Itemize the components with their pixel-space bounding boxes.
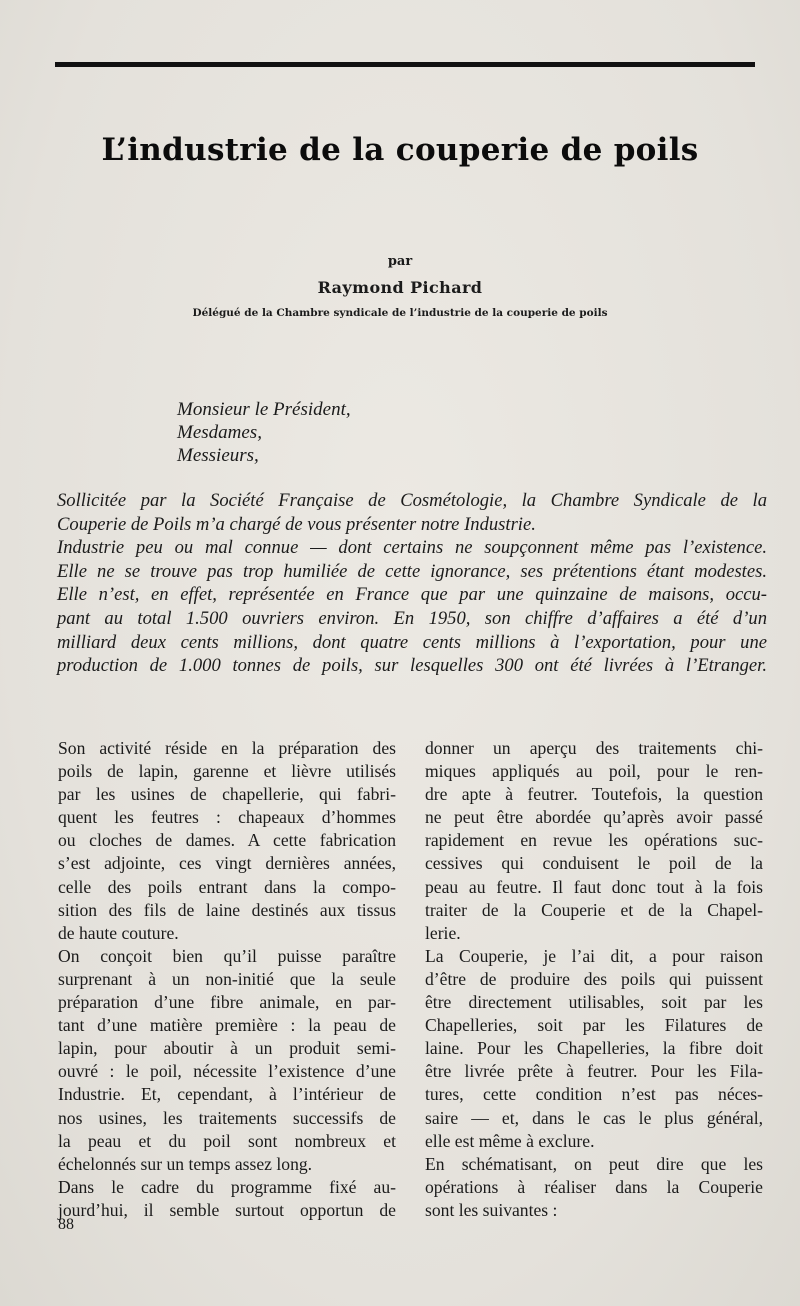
page-number: 88 — [58, 1216, 74, 1233]
intro-line: Elle ne se trouve pas trop humiliée de cette ignorance, ses prétentions étant modestes. — [57, 560, 767, 582]
column-line: jourd’hui, il semble surtout opportun de — [58, 1199, 396, 1220]
intro-line: Elle n’est, en effet, représentée en France que par une quinzaine de maisons, occu- — [57, 584, 767, 606]
column-line: cessives qui conduisent le poil de la — [425, 853, 763, 874]
column-line: On conçoit bien qu’il puisse paraître — [58, 945, 396, 966]
column-line: sont les suivantes : — [425, 1199, 558, 1220]
column-line: être livrée prête à feutrer. Pour les Fila- — [425, 1061, 763, 1082]
column-line: celle des poils entrant dans la compo- — [58, 876, 396, 897]
column-line: tures, cette condition n’est pas néces- — [425, 1084, 763, 1105]
salutation — [177, 398, 351, 467]
column-line: Industrie. Et, cependant, à l’intérieur de — [58, 1084, 396, 1105]
column-line: traiter de la Couperie et de la Chapel- — [425, 899, 763, 920]
salutation-line: Monsieur le Président, — [177, 399, 351, 420]
column-line: tant d’une matière première : la peau de — [58, 1015, 396, 1036]
column-line: Dans le cadre du programme fixé au- — [58, 1176, 396, 1197]
intro-line: milliard deux cents millions, dont quatre cents millions à l’exportation, pour une — [57, 631, 767, 653]
column-line: ne peut être abordée qu’après avoir passé — [425, 807, 763, 828]
intro-line: production de 1.000 tonnes de poils, sur lesquelles 300 ont été livrées à l’Etranger. — [57, 655, 767, 677]
column-line: être directement utilisables, soit par les — [425, 992, 763, 1013]
column-line: elle est même à exclure. — [425, 1130, 595, 1151]
column-line: La Couperie, je l’ai dit, a pour raison — [425, 945, 763, 966]
column-line: par les usines de chapellerie, qui fabri- — [58, 784, 396, 805]
column-line: nos usines, les traitements successifs de — [58, 1107, 396, 1128]
intro-paragraph — [57, 489, 767, 678]
column-line: laine. Pour les Chapelleries, la fibre doit — [425, 1038, 763, 1059]
column-line: surprenant à un non-initié que la seule — [58, 968, 396, 989]
column-line: sition des fils de laine destinés aux tissus — [58, 899, 396, 920]
byline-prefix: par — [387, 254, 413, 269]
column-line: En schématisant, on peut dire que les — [425, 1153, 763, 1174]
column-line: d’être de produire des poils qui puissent — [425, 968, 763, 989]
column-line: miques appliqués au poil, pour le ren- — [425, 761, 763, 782]
author-affiliation: Délégué de la Chambre syndicale de l’industrie de la couperie de poils — [192, 307, 608, 319]
column-line: peau au feutre. Il faut donc tout à la fois — [425, 876, 763, 897]
column-line: poils de lapin, garenne et lièvre utilisés — [58, 761, 396, 782]
column-line: Chapelleries, soit par les Filatures de — [425, 1015, 763, 1036]
salutation-line: Mesdames, — [177, 422, 262, 443]
intro-line: Couperie de Poils m’a chargé de vous présenter notre Industrie. — [57, 513, 536, 535]
top-rule — [55, 62, 755, 67]
left-column — [58, 737, 396, 1222]
column-line: donner un aperçu des traitements chi- — [425, 738, 763, 758]
intro-line: Sollicitée par la Société Française de Cosmétologie, la Chambre Syndicale de la — [57, 490, 767, 511]
right-column — [425, 737, 763, 1222]
column-line: préparation d’une fibre animale, en par- — [58, 992, 396, 1013]
column-line: lerie. — [425, 922, 461, 943]
column-line: lapin, pour aboutir à un produit semi- — [58, 1038, 396, 1059]
column-line: dre apte à feutrer. Toutefois, la question — [425, 784, 763, 805]
column-line: ou cloches de dames. A cette fabrication — [58, 830, 396, 851]
column-line: s’est adjointe, ces vingt dernières années, — [58, 853, 396, 874]
author-name: Raymond Pichard — [317, 278, 483, 297]
column-line: ouvré : le poil, nécessite l’existence d’une — [58, 1061, 396, 1082]
article-title: L’industrie de la couperie de poils — [101, 132, 699, 168]
salutation-line: Messieurs, — [177, 445, 259, 466]
column-line: quent les feutres : chapeaux d’hommes — [58, 807, 396, 828]
intro-line: pant au total 1.500 ouvriers environ. En 1950, son chiffre d’affaires a été d’un — [57, 607, 767, 629]
column-line: de haute couture. — [58, 922, 179, 943]
column-line: la peau et du poil sont nombreux et — [58, 1130, 396, 1151]
column-line: rapidement en revue les opérations suc- — [425, 830, 763, 851]
column-line: échelonnés sur un temps assez long. — [58, 1153, 313, 1174]
column-line: saire — et, dans le cas le plus général, — [425, 1107, 763, 1128]
column-line: opérations à réaliser dans la Couperie — [425, 1176, 763, 1197]
intro-line: Industrie peu ou mal connue — dont certains ne soupçonnent même pas l’existence. — [57, 537, 767, 559]
column-line: Son activité réside en la préparation des — [58, 738, 396, 758]
